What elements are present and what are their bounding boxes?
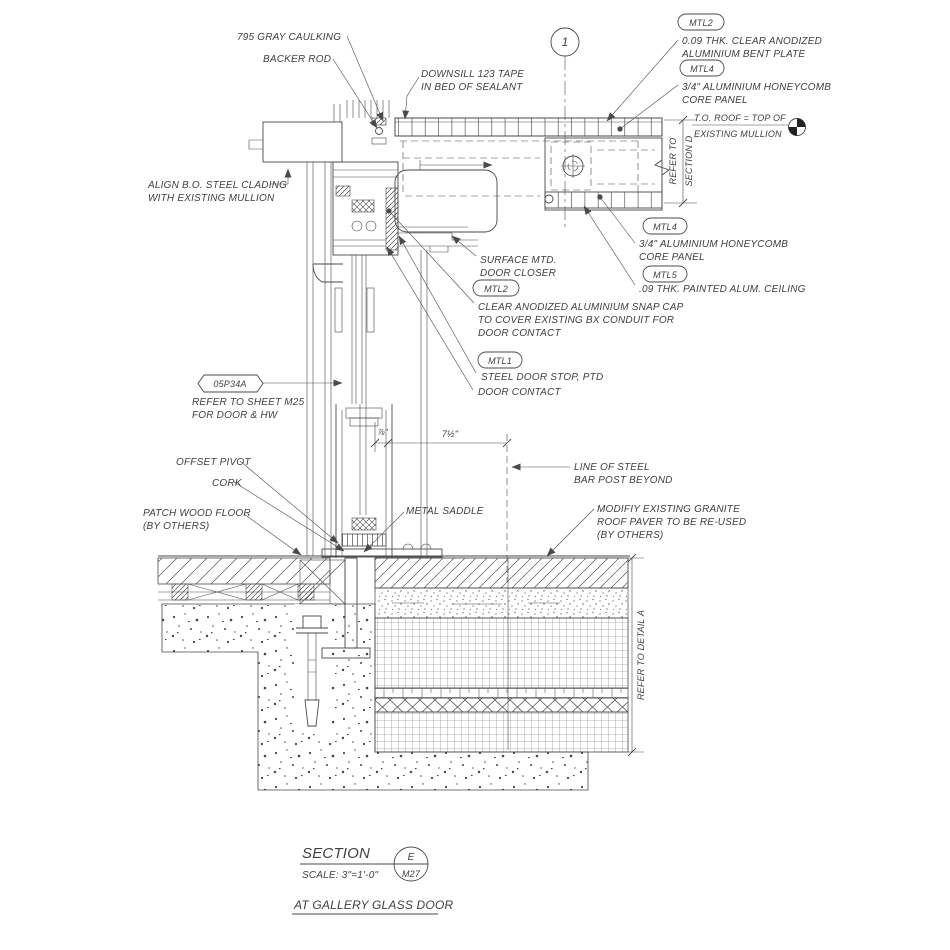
leader-backer-rod	[333, 59, 377, 128]
label-refer-section-1: REFER TO	[668, 137, 678, 185]
header-lines2	[333, 240, 386, 246]
glazing-stop-left	[335, 288, 342, 332]
mullion-dashes	[597, 150, 655, 184]
blocking3	[298, 584, 314, 600]
sill-tape	[372, 138, 386, 144]
label-offset-pivot: OFFSET PIVOT	[176, 457, 251, 468]
label-metal-saddle: METAL SADDLE	[406, 506, 484, 517]
mtl4-badge-text: MTL4	[690, 64, 714, 74]
label-cork: CORK	[212, 478, 242, 489]
insulation-mesh-1	[375, 618, 628, 688]
floor-assembly	[158, 544, 630, 790]
pedestal-row	[375, 688, 628, 698]
bottom-rail-inner	[342, 404, 386, 556]
drawing-scale: SCALE: 3"=1'-0"	[302, 870, 379, 881]
label-bent-plate-1: 0.09 THK. CLEAR ANODIZED	[682, 36, 823, 47]
leader-door-stop	[399, 236, 476, 373]
door-closer-outline	[395, 170, 497, 232]
label-caulking: 795 GRAY CAULKING	[237, 32, 342, 43]
label-snap-cap-3: DOOR CONTACT	[478, 328, 561, 339]
label-door-ref-2: FOR DOOR & HW	[192, 410, 278, 421]
existing-wall-lines	[307, 162, 331, 556]
honeycomb-roof-panel	[395, 118, 662, 136]
label-closer-1: SURFACE MTD.	[480, 255, 557, 266]
leader-patch-floor	[244, 514, 301, 555]
label-align-1: ALIGN B.O. STEEL CLADING	[148, 180, 288, 191]
label-ceiling: .09 THK. PAINTED ALUM. CEILING	[639, 284, 806, 295]
label-honeycomb-top-2: CORE PANEL	[682, 95, 748, 106]
label-door-stop: STEEL DOOR STOP, PTD	[481, 372, 604, 383]
glazing-stop-right	[367, 288, 374, 332]
hidden-bent-plate	[400, 141, 638, 196]
label-granite-2: ROOF PAVER TO BE RE-USED	[597, 517, 747, 528]
label-patch-floor-1: PATCH WOOD FLOOR	[143, 508, 251, 519]
leader-door-contact	[387, 247, 473, 390]
mtl1-badge-text: MTL1	[488, 356, 512, 366]
header-gasket	[352, 200, 374, 212]
granite-paver-hatch	[375, 558, 628, 588]
label-closer-2: DOOR CLOSER	[480, 268, 557, 279]
closer-bracket	[398, 227, 478, 252]
door-tag-text: 05P34A	[213, 379, 247, 389]
drawing-subtitle: AT GALLERY GLASS DOOR	[294, 898, 454, 912]
bolt-cross	[561, 154, 585, 178]
label-door-ref-1: REFER TO SHEET M25	[192, 397, 305, 408]
leader-bent-plate	[607, 40, 678, 121]
header-lines	[333, 170, 398, 177]
bolt-pocket	[294, 604, 332, 732]
label-granite-3: (BY OTHERS)	[597, 530, 664, 541]
label-honeycomb-top-1: 3/4" ALUMINIUM HONEYCOMB	[682, 82, 832, 93]
label-snap-cap-1: CLEAR ANODIZED ALUMINIUM SNAP CAP	[478, 302, 684, 313]
leader-downsill	[405, 77, 419, 119]
door-glass	[352, 255, 366, 404]
insulation-mesh-2	[375, 712, 628, 752]
blocking2	[246, 584, 262, 600]
rail-shoe-top	[346, 408, 382, 418]
label-to-roof-1: T.O. ROOF = TOP OF	[694, 113, 786, 123]
dim-small-text: ⅞"	[378, 428, 388, 437]
leader-snap-cap	[389, 211, 474, 303]
rail-shoe-top2	[350, 418, 378, 426]
label-snap-cap-2: TO COVER EXISTING BX CONDUIT FOR	[478, 315, 675, 326]
label-patch-floor-2: (BY OTHERS)	[143, 521, 210, 532]
label-bent-plate-2: ALUMINIUM BENT PLATE	[682, 49, 806, 60]
wood-floor-hatch	[158, 558, 330, 584]
door-handle	[313, 264, 343, 282]
rail-gasket	[352, 518, 376, 530]
label-to-roof-2: EXISTING MULLION	[694, 129, 782, 139]
sheet-number: M27	[401, 869, 421, 879]
detail-bubble-number: 1	[561, 35, 569, 49]
header-roller2	[366, 221, 376, 231]
mtl4b-badge-text: MTL4	[653, 222, 677, 232]
leader-granite	[547, 509, 594, 556]
dim-large-text: 7½"	[441, 429, 459, 439]
label-refer-detail: REFER TO DETAIL A	[636, 609, 646, 701]
pivot-shoe	[342, 534, 386, 546]
label-backer-rod: BACKER ROD	[263, 54, 332, 65]
fastener	[420, 160, 492, 170]
label-downsill-2: IN BED OF SEALANT	[421, 82, 523, 93]
honeycomb-ceiling-panel	[545, 192, 662, 208]
label-honeycomb-bot-1: 3/4" ALUMINIUM HONEYCOMB	[639, 239, 789, 250]
mtl2-badge-text: MTL2	[689, 18, 713, 28]
label-refer-section-2: SECTION D	[684, 135, 694, 187]
existing-cladding-outline	[263, 122, 342, 162]
label-steel-bar-2: BAR POST BEYOND	[574, 475, 673, 486]
backer-rod-circle	[376, 128, 383, 135]
label-downsill-1: DOWNSILL 123 TAPE	[421, 69, 525, 80]
header-roller1	[352, 221, 362, 231]
blocking1	[172, 584, 188, 600]
mtl2b-badge-text: MTL2	[484, 284, 508, 294]
drainage-mat	[375, 698, 628, 712]
title-block	[292, 845, 453, 914]
sheet-letter: E	[407, 852, 415, 863]
leader-offset-pivot	[240, 461, 338, 543]
label-honeycomb-bot-2: CORE PANEL	[639, 252, 705, 263]
datum-symbol	[789, 119, 806, 136]
leader-ceiling	[584, 206, 635, 285]
cladding-clip	[249, 140, 263, 149]
label-align-2: WITH EXISTING MULLION	[148, 193, 275, 204]
label-steel-bar-1: LINE OF STEEL	[574, 462, 650, 473]
drawing-title: SECTION	[302, 845, 371, 862]
label-granite-1: MODIFIY EXISTING GRANITE	[597, 504, 740, 515]
mtl5-badge-text: MTL5	[653, 270, 677, 280]
header-steel-hatch2	[336, 186, 350, 196]
label-door-contact: DOOR CONTACT	[478, 387, 561, 398]
